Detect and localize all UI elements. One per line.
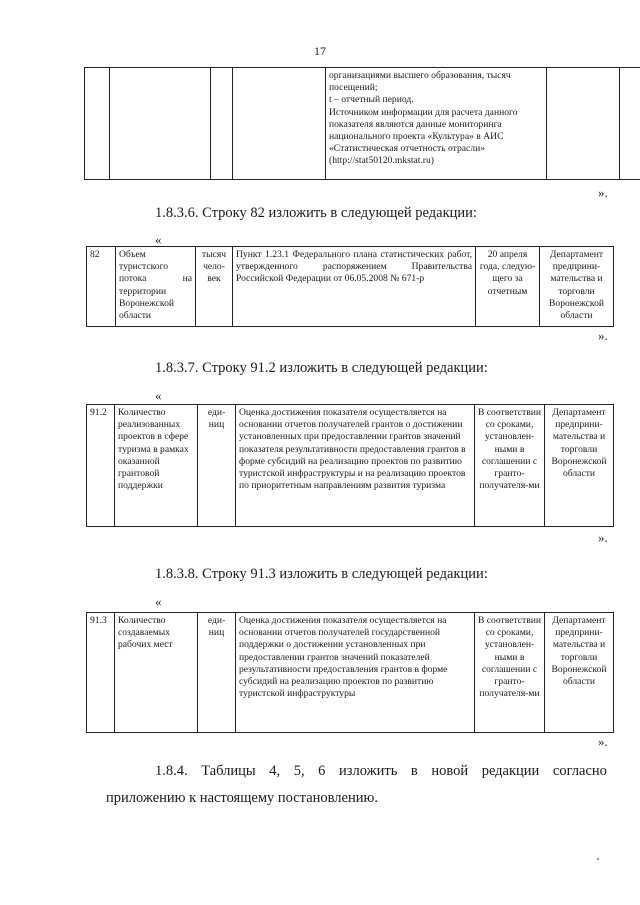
final-word: новой: [431, 763, 469, 779]
deadline: 20 апреля года, следую-щего за отчетным: [476, 247, 540, 327]
table-cell: [620, 68, 640, 180]
row-number: 91.3: [87, 613, 115, 733]
section-heading: 1.8.3.6. Строку 82 изложить в следующей редакции:: [155, 205, 477, 221]
final-word: изложить: [338, 763, 398, 779]
closing-quote: ».: [598, 530, 608, 545]
source: Оценка достижения показателя осуществляется на основании отчетов получателей государственной поддержки о достижении установленных при предоставлении грантов значений показателей результативности предоставления грантов в форме субсидий на реализацию проектов по развитию туристской инфраструктуры: [236, 613, 475, 733]
page-number: 17: [314, 44, 326, 58]
indicator-name: Количество создаваемых рабочих мест: [115, 613, 198, 733]
scan-artifact: [597, 858, 599, 860]
final-word: 1.8.4.: [155, 763, 188, 779]
table-cell: [110, 68, 211, 180]
unit: еди-ниц: [198, 405, 236, 527]
final-word: редакции: [481, 763, 540, 779]
row-91-3-table: [86, 612, 614, 733]
source: Оценка достижения показателя осуществляется на основании отчетов получателей грантов о достижении установленных при предоставлении грантов значений показателя результативности предоставления грантов в форме субсидий на реализацию проектов по развитию туристской инфраструктуры и на реализацию проектов по приоритетным направлениям развития туризма: [236, 405, 475, 527]
final-paragraph-line-1: [155, 763, 607, 780]
final-word: 6: [318, 763, 326, 779]
table-cell: [211, 68, 233, 180]
row-82-table: [86, 246, 614, 327]
closing-quote: ».: [598, 185, 608, 200]
opening-quote: «: [155, 232, 162, 247]
department: Департамент предприни-мательства и торговли Воронежской области: [540, 247, 614, 327]
deadline: В соответствии со сроками, установлен-ными в соглашении с гранто-получателя-ми: [475, 613, 545, 733]
section-heading: 1.8.3.7. Строку 91.2 изложить в следующей редакции:: [155, 360, 488, 376]
table-cell: [233, 68, 326, 180]
source-cell: организациями высшего образования, тысяч посещений; t – отчетный период. Источником информации для расчета данного показателя являются данные мониторинга национального проекта «Культура» в АИС «Статистическая отчетность отрасли» (http://stat50120.mkstat.ru): [326, 68, 547, 180]
final-paragraph-line-2: приложению к настоящему постановлению.: [106, 790, 378, 806]
department: Департамент предприни-мательства и торговли Воронежской области: [545, 405, 614, 527]
deadline: В соответствии со сроками, установлен-ными в соглашении с гранто-получателя-ми: [475, 405, 545, 527]
final-word: в: [410, 763, 418, 779]
section-heading: 1.8.3.8. Строку 91.3 изложить в следующей редакции:: [155, 566, 488, 582]
indicator-name: Количество реализованных проектов в сфере туризма в рамках оказанной грантовой поддержки: [115, 405, 198, 527]
opening-quote: «: [155, 594, 162, 609]
source: Пункт 1.23.1 Федерального плана статистических работ, утвержденного распоряжением Правительства Российской Федерации от 06.05.2008 № 671-р: [233, 247, 476, 327]
continuation-table: [84, 67, 640, 180]
final-word: 4,: [269, 763, 281, 779]
closing-quote: ».: [598, 328, 608, 343]
row-91-2-table: [86, 404, 614, 527]
closing-quote: ».: [598, 734, 608, 749]
unit: еди-ниц: [198, 613, 236, 733]
row-number: 91.2: [87, 405, 115, 527]
final-word: Таблицы: [201, 763, 256, 779]
opening-quote: «: [155, 388, 162, 403]
table-cell: [85, 68, 110, 180]
row-number: 82: [87, 247, 116, 327]
final-word: 5,: [293, 763, 305, 779]
final-word: согласно: [552, 763, 607, 779]
table-cell: [547, 68, 620, 180]
department: Департамент предприни-мательства и торговли Воронежской области: [545, 613, 614, 733]
indicator-name: Объем туристского потока на территории Воронежской области: [116, 247, 196, 327]
unit: тысяч чело-век: [196, 247, 233, 327]
